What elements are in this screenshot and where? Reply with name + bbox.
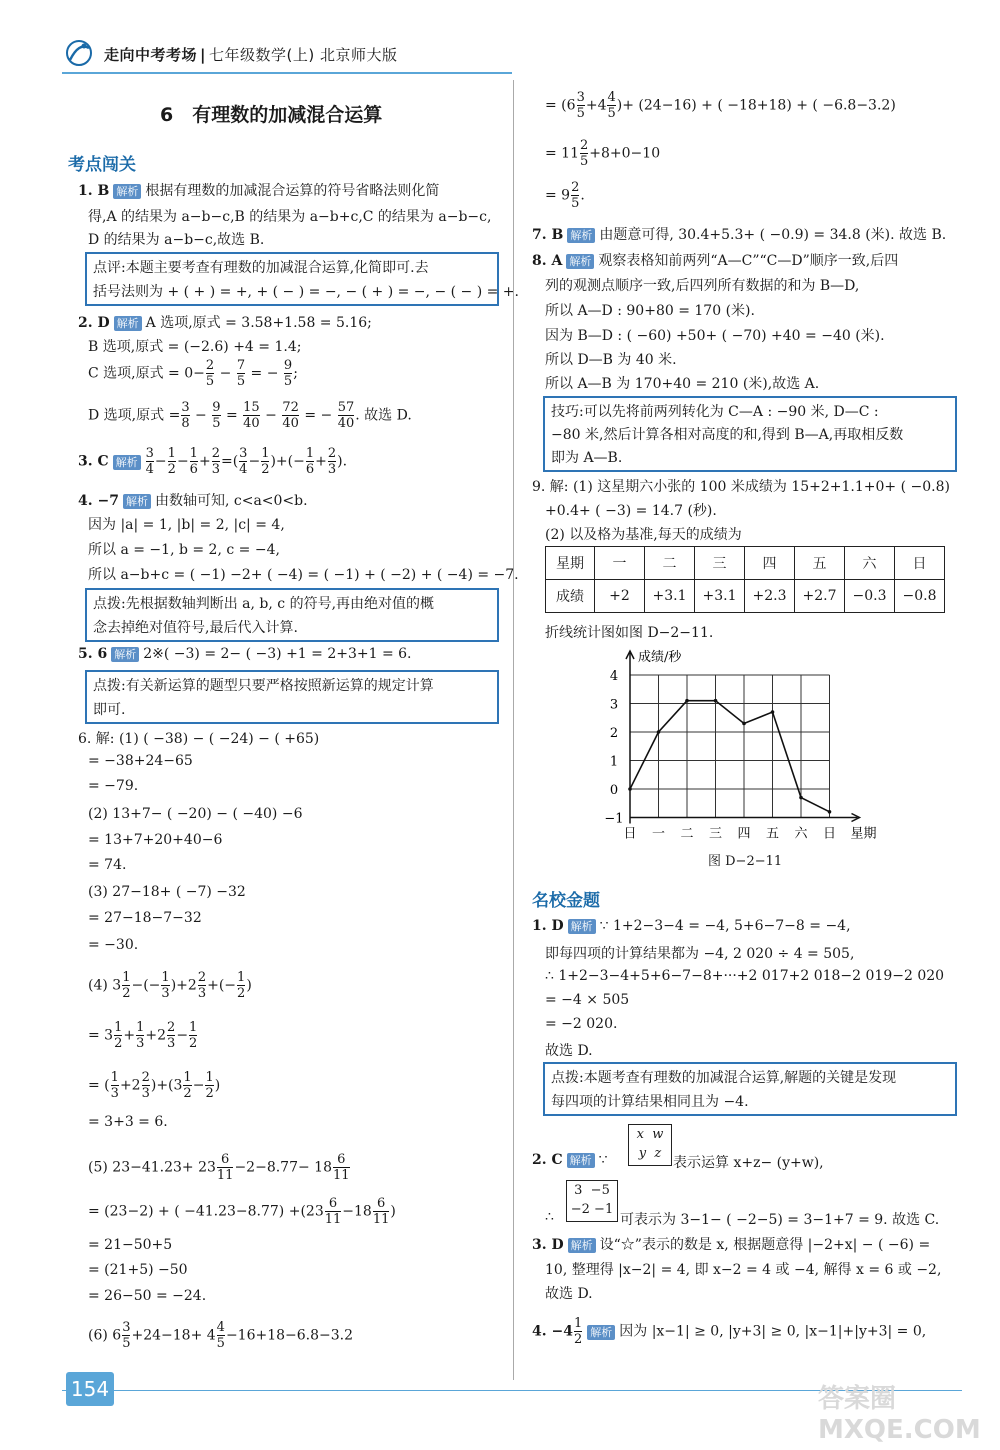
r-line1: = (6 $\frac{3}{5}$ +4 $\frac{4}{5}$ )+ (24−16) + ( −18+18) + ( −6.8−3.2) (545, 90, 896, 121)
q8-line1: 8. A 解析 观察表格知前两列“A—C”“C—D”顺序一致,后四 (532, 253, 899, 269)
q6-line12: = ( $\frac{1}{3}$ +2 $\frac{2}{3}$ )+(3 $\frac{1}{2}$ − $\frac{1}{2}$ ) (88, 1070, 221, 1101)
data-point (714, 699, 718, 703)
q6-line3: = −79. (88, 778, 139, 794)
x-tick-label: 日 (623, 826, 637, 842)
y-tick-label: 3 (609, 697, 619, 713)
table-cell: 成绩 (546, 580, 595, 613)
note-box-2-line2: 念去掉绝对值符号,最后代入计算. (93, 620, 298, 636)
q6-line9: = −30. (88, 937, 139, 953)
q6-line11: = 3 $\frac{1}{2}$ + $\frac{1}{3}$ +2 $\frac{2}{3}$ − $\frac{1}{2}$ (88, 1020, 198, 1051)
note-box-1 (85, 252, 519, 306)
data-point (771, 710, 775, 714)
q6-line6: = 74. (88, 857, 127, 873)
q9-line2: +0.4+ ( −3) = 14.7 (秒). (545, 503, 717, 519)
q6-line17: = (21+5) −50 (88, 1262, 188, 1278)
q6-line7: (3) 27−18+ ( −7) −32 (88, 884, 246, 900)
x-tick-label: 三 (708, 826, 723, 842)
note-box-2 (85, 588, 499, 642)
chapter-title: 6 有理数的加减混合运算 (160, 104, 383, 126)
table-cell: 六 (845, 547, 895, 580)
m4-line1: 4. −4 $\frac{1}{2}$ 解析 因为 |x−1| ≥ 0, |y+3| ≥ 0, |x−1|+|y+3| = 0, (532, 1316, 927, 1347)
q8-line5: 所以 D—B 为 40 米. (545, 352, 677, 368)
tip-box (543, 396, 957, 472)
data-point (657, 730, 661, 734)
m2-line2: 表示运算 x+z− (y+w), (673, 1155, 824, 1171)
x-tick-label: 一 (651, 826, 666, 842)
table-cell: +2 (595, 580, 645, 613)
m1-line5: = −2 020. (545, 1016, 618, 1032)
q2-line1: 2. D 解析 A 选项,原式 = 3.58+1.58 = 5.16; (78, 315, 372, 331)
header-sep: | (200, 46, 206, 64)
y-tick-label: 2 (609, 726, 619, 741)
table-row (546, 580, 945, 613)
q4-line4: 所以 a−b+c = ( −1) −2+ ( −4) = ( −1) + ( −2) + ( −4) = −7. (88, 567, 519, 583)
y-tick-label: 4 (609, 669, 619, 684)
data-point (685, 699, 689, 703)
data-point (628, 787, 632, 791)
header-title (104, 44, 397, 65)
chart-caption: 图 D−2−11 (708, 854, 783, 869)
y-tick-label: 1 (609, 754, 619, 770)
table-cell: 三 (695, 547, 745, 580)
m1-line3: ∴ 1+2−3−4+5+6−7−8+···+2 017+2 018−2 019−2 020 (545, 968, 945, 984)
m1-line4: = −4 × 505 (545, 992, 630, 1008)
q4-line3: 所以 a = −1, b = 2, c = −4, (88, 542, 280, 558)
q1-line2: 得,A 的结果为 a−b−c,B 的结果为 a−b+c,C 的结果为 a−b−c, (88, 209, 492, 225)
q6-line15: = (23−2) + ( −41.23−8.77) +(23 $\frac{6}{11}$ −18 $\frac{6}{11}$ ) (88, 1196, 396, 1227)
table-row (546, 547, 945, 580)
m3-line2: 10, 整理得 |x−2| = 4, 即 x−2 = 4 或 −4, 解得 x = 6 或 −2, (545, 1262, 942, 1278)
m2-line3: ∴ (545, 1209, 554, 1225)
q7-line1: 7. B 解析 由题意可得, 30.4+5.3+ ( −0.9) = 34.8 (米). 故选 B. (532, 227, 947, 243)
watermark: 答案圈 MXQE.COM (818, 1384, 981, 1445)
y-tick-label: 0 (609, 783, 619, 798)
table-cell: +3.1 (695, 580, 745, 613)
q2-line2: B 选项,原式 = (−2.6) +4 = 1.4; (88, 339, 302, 355)
table-cell: −0.3 (845, 580, 895, 613)
m1-line6: 故选 D. (545, 1043, 593, 1059)
tip-box-line1: 技巧:可以先将前两列转化为 C—A : −90 米, D—C : (551, 404, 879, 420)
q5-line1: 5. 6 解析 2※( −3) = 2− ( −3) +1 = 2+3+1 = 6. (78, 646, 412, 662)
logo-icon (64, 38, 94, 68)
m3-line1: 3. D 解析 设“☆”表示的数是 x, 根据题意得 |−2+x| − ( −6) = (532, 1237, 931, 1253)
page-number: 154 (66, 1372, 114, 1406)
table-cell: 一 (595, 547, 645, 580)
q6-line10: (4) 3 $\frac{1}{2}$ −(− $\frac{1}{3}$ )+2 $\frac{2}{3}$ +(− $\frac{1}{2}$ ) (88, 970, 252, 1001)
data-point (828, 810, 832, 814)
q6-line18: = 26−50 = −24. (88, 1288, 207, 1304)
table-cell: 四 (745, 547, 795, 580)
column-divider (513, 80, 514, 1380)
q3-line1: 3. C 解析 $\frac{3}{4}$ − $\frac{1}{2}$ − $\frac{1}{6}$ + $\frac{2}{3}$ =( $\frac{3}{4}$ − $\frac{1}{2}$ )+(− $\frac{1}{6}$ + $\frac{2}{3}$ ). (78, 446, 348, 477)
header-book: 七年级数学(上) 北京师大版 (209, 46, 398, 64)
line-chart (600, 645, 890, 875)
tip-box-line2: −80 米,然后计算各相对高度的和,得到 B—A,再取相反数 (551, 427, 904, 443)
q6-line16: = 21−50+5 (88, 1237, 173, 1253)
section-kaodian: 考点闯关 (68, 155, 136, 175)
data-point (742, 722, 746, 726)
q8-line3: 所以 A—D : 90+80 = 170 (米). (545, 303, 755, 319)
x-tick-label: 四 (737, 826, 751, 842)
q9-line4: 折线统计图如图 D−2−11. (545, 625, 714, 641)
table-cell: +2.3 (745, 580, 795, 613)
y-axis-label: 成绩/秒 (638, 650, 682, 665)
x-tick-label: 六 (794, 826, 808, 842)
table-cell: +3.1 (645, 580, 695, 613)
q4-line2: 因为 |a| = 1, |b| = 2, |c| = 4, (88, 517, 285, 533)
note-box-5 (543, 1062, 957, 1116)
q6-line5: = 13+7+20+40−6 (88, 832, 223, 848)
note-box-3-line1: 点拨:有关新运算的题型只要严格按照新运算的规定计算 (93, 678, 434, 694)
r-line3: = 9 $\frac{2}{5}$ . (545, 180, 585, 211)
q6-line2: = −38+24−65 (88, 753, 193, 769)
m3-line3: 故选 D. (545, 1286, 593, 1302)
table-cell: 日 (895, 547, 945, 580)
note-box-1-line2: 括号法则为 + ( + ) = +, + ( − ) = −, − ( + ) = −, − ( − ) = +. (93, 284, 519, 300)
q9-line1: 9. 解: (1) 这星期六小张的 100 米成绩为 15+2+1.1+0+ ( −0.8) (532, 479, 950, 495)
q1-line3: D 的结果为 a−b−c,故选 B. (88, 232, 265, 248)
x-tick-label: 二 (680, 826, 694, 842)
note-box-2-line1: 点拨:先根据数轴判断出 a, b, c 的符号,再由绝对值的概 (93, 596, 435, 612)
q6-line19: (6) 6 $\frac{3}{5}$ +24−18+ 4 $\frac{4}{5}$ −16+18−6.8−3.2 (88, 1320, 354, 1351)
q6-line13: = 3+3 = 6. (88, 1114, 168, 1130)
y-tick-label: −1 (604, 811, 624, 827)
table-cell: +2.7 (795, 580, 845, 613)
m2-line4: 可表示为 3−1− ( −2−5) = 3−1+7 = 9. 故选 C. (620, 1212, 940, 1228)
q1-line1: 1. B 解析 根据有理数的加减混合运算的符号省略法则化简 (78, 183, 440, 199)
x-tick-label: 日 (822, 826, 837, 842)
q8-line2: 列的观测点顺序一致,后四列所有数据的和为 B—D, (545, 278, 860, 294)
section-mingxiao: 名校金题 (532, 891, 600, 911)
tip-box-line3: 即为 A—B. (551, 450, 623, 466)
x-axis-label: 星期 (850, 826, 877, 842)
q8-line6: 所以 A—B 为 170+40 = 210 (米),故选 A. (545, 376, 820, 392)
series-line (630, 701, 830, 812)
note-box-3-line2: 即可. (93, 702, 126, 718)
operation-box-xyzw: x w y z (628, 1124, 672, 1166)
operation-box-numbers: 3 −5 −2 −1 (566, 1180, 618, 1222)
table-cell: −0.8 (895, 580, 945, 613)
q6-line4: (2) 13+7− ( −20) − ( −40) −6 (88, 806, 303, 822)
m1-line2: 即每四项的计算结果都为 −4, 2 020 ÷ 4 = 505, (545, 946, 855, 962)
score-table (545, 546, 945, 613)
table-cell: 五 (795, 547, 845, 580)
q4-line1: 4. −7 解析 由数轴可知, c<a<0<b. (78, 493, 308, 509)
q6-line8: = 27−18−7−32 (88, 910, 202, 926)
r-line2: = 11 $\frac{2}{5}$ +8+0−10 (545, 138, 661, 169)
m2-line1: 2. C 解析 ∵ (532, 1152, 608, 1168)
q8-line4: 因为 B—D : ( −60) +50+ ( −70) +40 = −40 (米). (545, 328, 885, 344)
note-box-3 (85, 670, 499, 724)
note-box-5-line2: 每四项的计算结果相同且为 −4. (551, 1094, 749, 1110)
table-cell: 星期 (546, 547, 595, 580)
header-rule (62, 72, 512, 74)
q9-line3: (2) 以及格为基准,每天的成绩为 (545, 527, 742, 543)
q2-line3: C 选项,原式 = 0− $\frac{2}{5}$ − $\frac{7}{5}$ = − $\frac{9}{5}$ ; (88, 358, 298, 389)
m1-line1: 1. D 解析 ∵ 1+2−3−4 = −4, 5+6−7−8 = −4, (532, 918, 851, 934)
q6-line14: (5) 23−41.23+ 23 $\frac{6}{11}$ −2−8.77− 18 $\frac{6}{11}$ (88, 1152, 350, 1183)
header-brand: 走向中考考场 (104, 46, 198, 64)
note-box-5-line1: 点拨:本题考查有理数的加减混合运算,解题的关键是发现 (551, 1070, 897, 1086)
note-box-1-line1: 点评:本题主要考查有理数的加减混合运算,化简即可.去 (93, 260, 429, 276)
q6-line1: 6. 解: (1) ( −38) − ( −24) − ( +65) (78, 731, 320, 747)
x-tick-label: 五 (765, 826, 780, 842)
table-cell: 二 (645, 547, 695, 580)
q2-line4: D 选项,原式 = $\frac{3}{8}$ − $\frac{9}{5}$ = $\frac{15}{40}$ − $\frac{72}{40}$ = − $\frac{57}{40}$ . 故选 D. (88, 400, 412, 431)
data-point (799, 796, 803, 800)
